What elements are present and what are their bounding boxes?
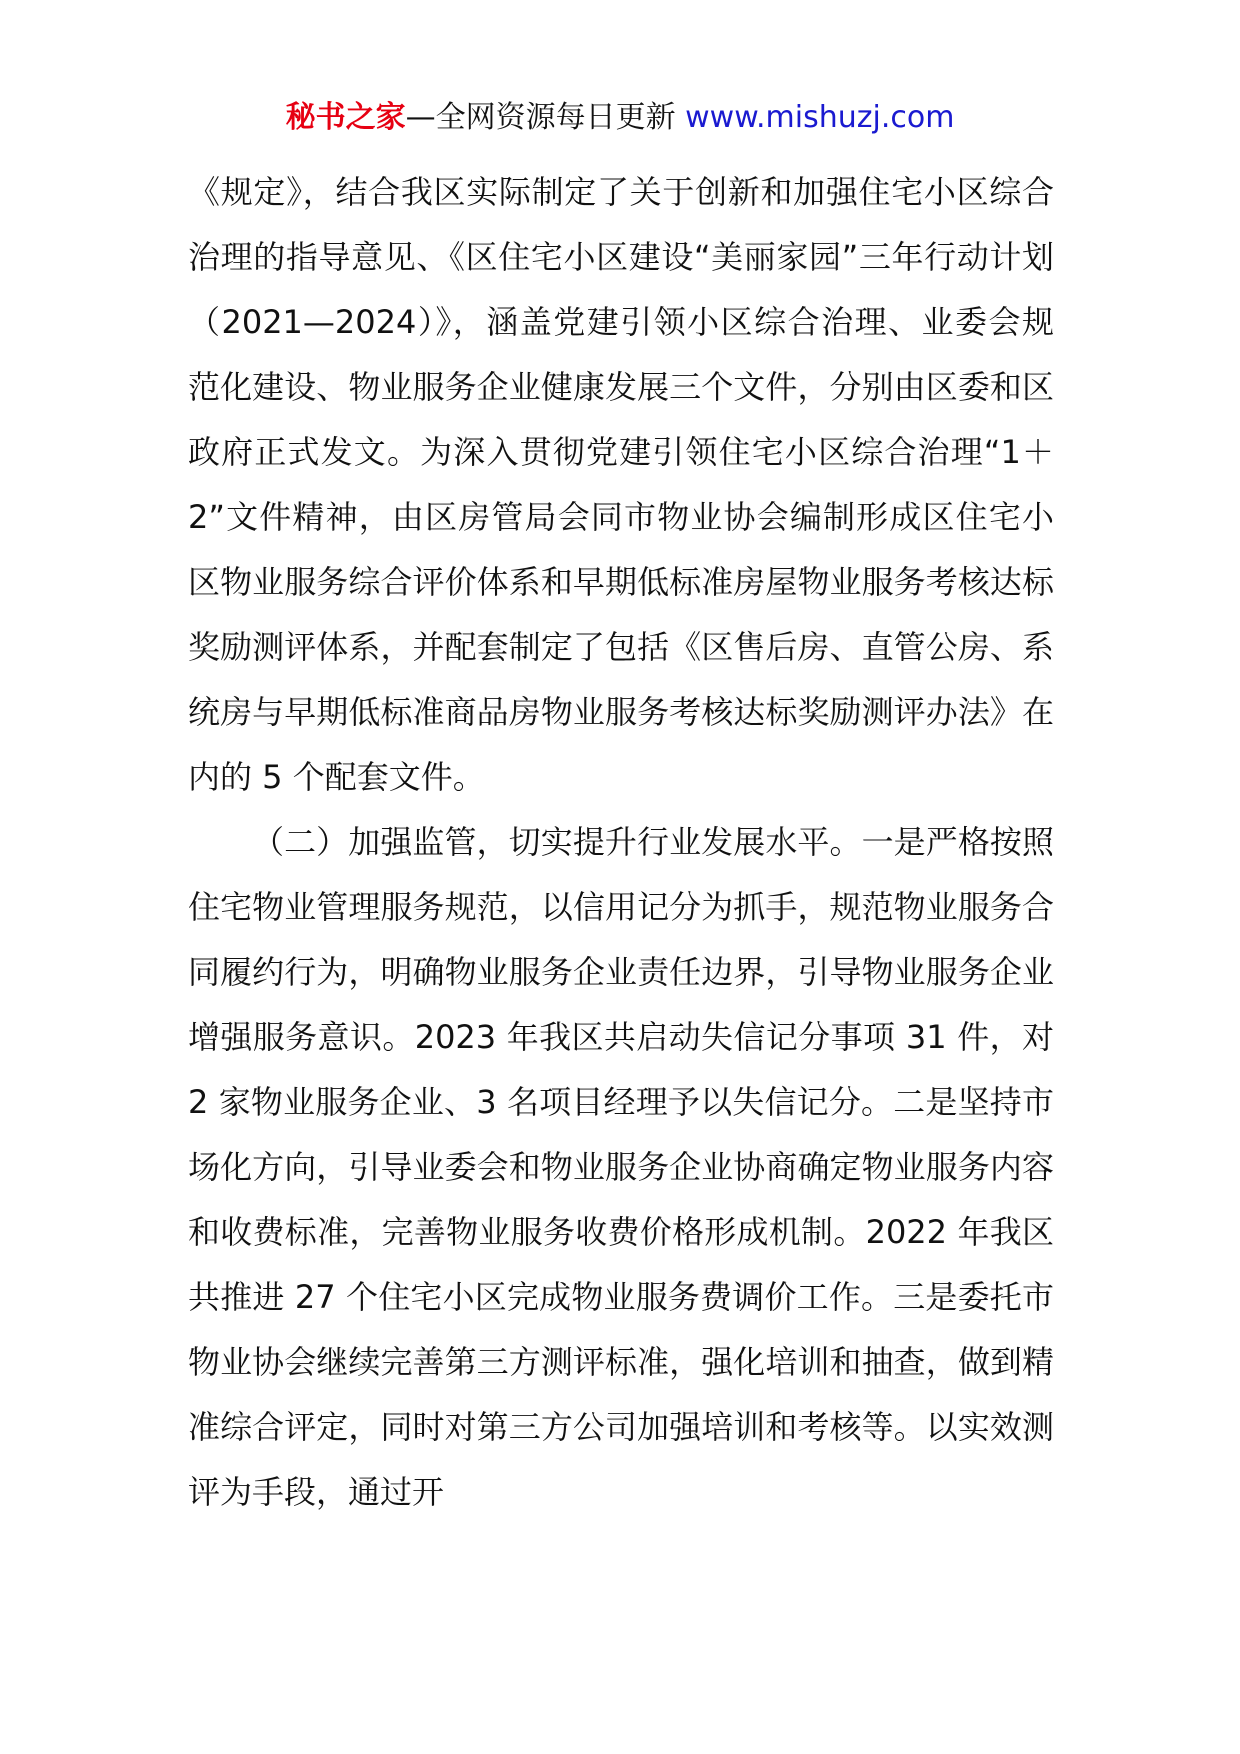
page-header <box>0 98 1240 138</box>
header-tagline: —全网资源每日更新 <box>405 100 686 135</box>
document-body <box>188 160 1054 1525</box>
paragraph-1: 《规定》，结合我区实际制定了关于创新和加强住宅小区综合治理的指导意见、《区住宅小区建设“美丽家园”三年行动计划（2021—2024）》，涵盖党建引领小区综合治理、业委会规范化建设、物业服务企业健康发展三个文件，分别由区委和区政府正式发文。为深入贯彻党建引领住宅小区综合治理“1＋2”文件精神，由区房管局会同市物业协会编制形成区住宅小区物业服务综合评价体系和早期低标准房屋物业服务考核达标奖励测评体系，并配套制定了包括《区售后房、直管公房、系统房与早期低标准商品房物业服务考核达标奖励测评办法》在内的 5 个配套文件。 <box>188 173 1054 796</box>
site-url-link[interactable]: www.mishuzj.com <box>685 100 955 135</box>
brand-name: 秘书之家 <box>285 100 406 135</box>
paragraph-2: （二）加强监管，切实提升行业发展水平。一是严格按照住宅物业管理服务规范，以信用记分为抓手，规范物业服务合同履约行为，明确物业服务企业责任边界，引导物业服务企业增强服务意识。2023 年我区共启动失信记分事项 31 件，对 2 家物业服务企业、3 名项目经理予以失信记分。二是坚持市场化方向，引导业委会和物业服务企业协商确定物业服务内容和收费标准，完善物业服务收费价格形成机制。2022 年我区共推进 27 个住宅小区完成物业服务费调价工作。三是委托市物业协会继续完善第三方测评标准，强化培训和抽查，做到精准综合评定，同时对第三方公司加强培训和考核等。以实效测评为手段，通过开 <box>188 823 1054 1511</box>
